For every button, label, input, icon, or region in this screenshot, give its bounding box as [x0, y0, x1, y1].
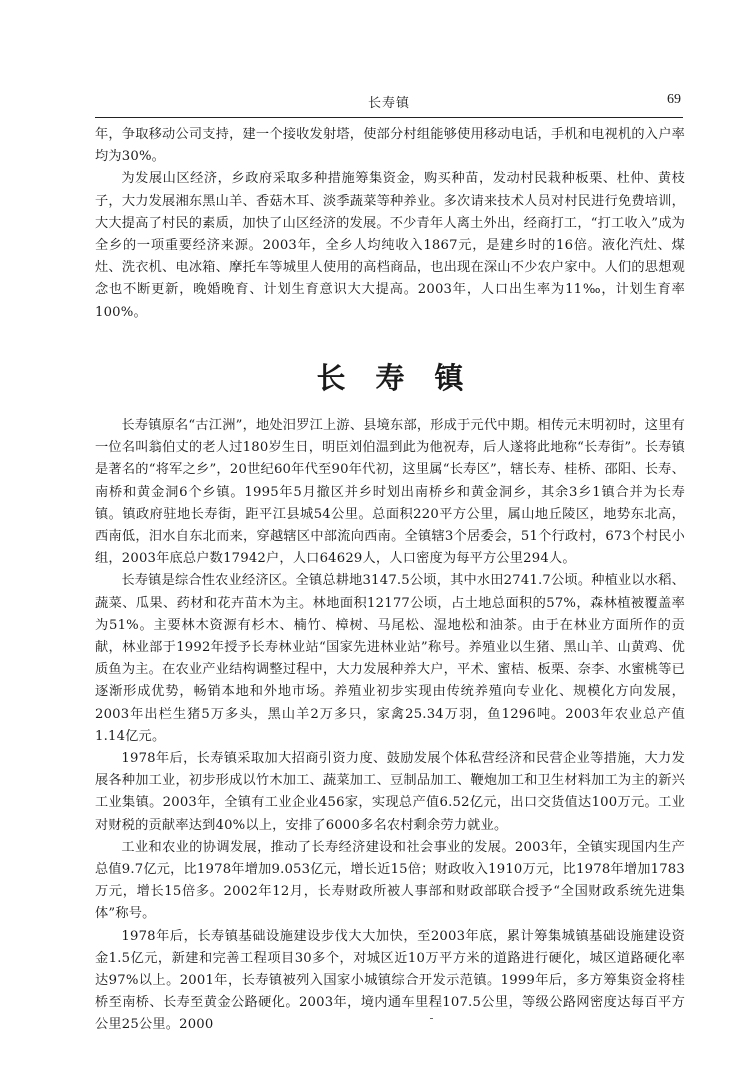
continuation-paragraph: 年，争取移动公司支持，建一个接收发射塔，使部分村组能够使用移动电话，手机和电视机的入户率均为30%。 — [95, 127, 685, 165]
running-head-title: 长寿镇 — [367, 96, 410, 111]
body-paragraph: 1978年后，长寿镇采取加大招商引资力度、鼓励发展个体私营经济和民营企业等措施，大力发展各种加工业，初步形成以竹木加工、蔬菜加工、豆制品加工、鞭炮加工和卫生材料加工为主的新兴工业集镇。2003年，全镇有工业企业456家，实现总产值6.52亿元，出口交货值达100万元。工业对财税的贡献率达到40%以上，安排了6000多名农村剩余劳力就业。 — [95, 751, 685, 833]
section-body — [95, 415, 685, 1037]
header-rule — [95, 117, 683, 118]
scan-speck — [430, 1018, 433, 1019]
body-paragraph: 1978年后，长寿镇基础设施建设步伐大大加快，至2003年底，累计筹集城镇基础设施建设资金1.5亿元，新建和完善工程项目30多个，对城区近10万平方米的道路进行硬化，城区道路硬化率达97%以上。2001年，长寿镇被列入国家小城镇综合开发示范镇。1999年后，多方筹集资金将桂桥至南桥、长寿至黄金公路硬化。2003年，境内通车里程107.5公里，等级公路网密度达每百平方公里25公里。2000 — [95, 928, 685, 1033]
page-header — [95, 92, 683, 116]
body-paragraph: 长寿镇是综合性农业经济区。全镇总耕地3147.5公顷，其中水田2741.7公顷。种植业以水稻、蔬菜、瓜果、药材和花卉苗木为主。林地面积12177公顷，占土地总面积的57%，森林植被覆盖率为51%。主要林木资源有杉木、楠竹、樟树、马尾松、湿地松和油茶。由于在林业方面所作的贡献，林业部于1992年授予长寿林业站“国家先进林业站”称号。养殖业以生猪、黑山羊、山黄鸡、优质鱼为主。在农业产业结构调整过程中，大力发展种养大户，平术、蜜桔、板栗、奈李、水蜜桃等已逐渐形成优势，畅销本地和外地市场。养殖业初步实现由传统养殖向专业化、规模化方向发展，2003年出栏生猪5万多头，黑山羊2万多只，家禽25.34万羽，鱼1296吨。2003年农业总产值1.14亿元。 — [95, 573, 685, 744]
continuation-text — [95, 124, 685, 324]
body-paragraph: 长寿镇原名“古江洲”，地处汨罗江上游、县境东部，形成于元代中期。相传元末明初时，这里有一位名叫翁伯丈的老人过180岁生日，明臣刘伯温到此为他祝寿，后人遂将此地称“长寿街”。长寿镇是著名的“将军之乡”，20世纪60年代至90年代初，这里属“长寿区”，辖长寿、桂桥、邵阳、长寿、南桥和黄金洞6个乡镇。1995年5月撤区并乡时划出南桥乡和黄金洞乡，其余3乡1镇合并为长寿镇。镇政府驻地长寿街，距平江县城54公里。总面积220平方公里，属山地丘陵区，地势东北高，西南低，汨水自东北而来，穿越辖区中部流向西南。全镇辖3个居委会，51个行政村，673个村民小组，2003年底总户数17942户，人口64629人，人口密度为每平方公里294人。 — [95, 418, 685, 567]
page-number: 69 — [667, 92, 681, 107]
section-title: 长寿镇 — [316, 361, 494, 395]
continuation-paragraph: 为发展山区经济，乡政府采取多种措施筹集资金，购买种苗，发动村民栽种板栗、杜仲、黄枝子，大力发展湘东黑山羊、香菇木耳、淡季蔬菜等种养业。多次请来技术人员对村民进行免费培训，大大提高了村民的素质，加快了山区经济的发展。不少青年人离土外出，经商打工，“打工收入”成为全乡的一项重要经济来源。2003年，全乡人均纯收入1867元，是建乡时的16倍。液化汽灶、煤灶、洗衣机、电冰箱、摩托车等城里人使用的高档商品，也出现在深山不少农户家中。人们的思想观念也不断更新，晚婚晚育、计划生育意识大大提高。2003年，人口出生率为11‰，计划生育率100%。 — [95, 171, 685, 320]
body-paragraph: 工业和农业的协调发展，推动了长寿经济建设和社会事业的发展。2003年，全镇实现国内生产总值9.7亿元，比1978年增加9.053亿元，增长近15倍；财政收入1910万元，比1978年增加1783万元，增长15倍多。2002年12月，长寿财政所被人事部和财政部联合授予“全国财政系统先进集体”称号。 — [95, 839, 685, 922]
